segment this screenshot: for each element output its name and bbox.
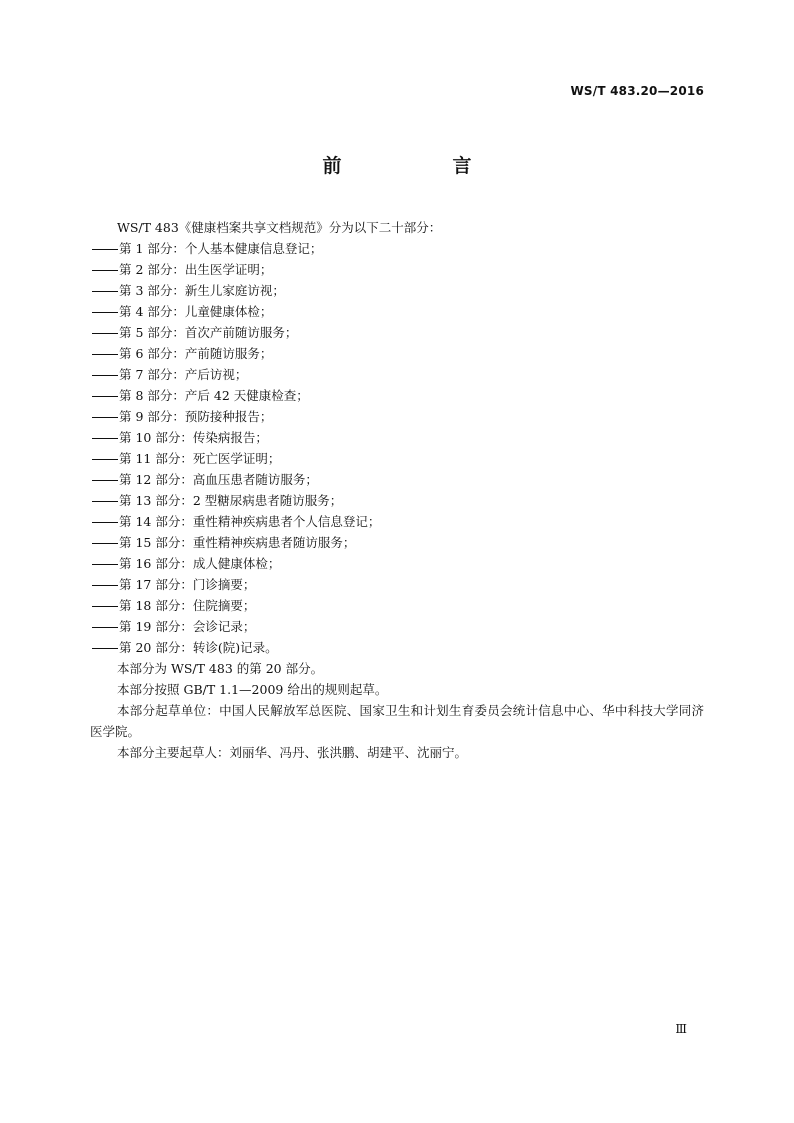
part-label: 第 9 部分：预防接种报告；	[119, 409, 273, 424]
part-list-item	[90, 343, 704, 364]
paragraph: 本部分按照 GB/T 1.1—2009 给出的规则起草。	[117, 682, 388, 697]
part-label: 第 1 部分：个人基本健康信息登记；	[119, 241, 323, 256]
em-dash-bullet	[92, 396, 118, 398]
part-label: 第 4 部分：儿童健康体检；	[119, 304, 273, 319]
part-label: 第 12 部分：高血压患者随访服务；	[119, 472, 318, 487]
part-label: 第 10 部分：传染病报告；	[119, 430, 268, 445]
part-list-item	[90, 259, 704, 280]
intro-line: WS/T 483《健康档案共享文档规范》分为以下二十部分：	[117, 220, 442, 235]
em-dash-bullet	[92, 270, 118, 272]
em-dash-bullet	[92, 375, 118, 377]
parts-list	[90, 238, 704, 658]
page-number: Ⅲ	[675, 1022, 687, 1036]
em-dash-bullet	[92, 564, 118, 566]
part-list-item	[90, 427, 704, 448]
part-list-item	[90, 364, 704, 385]
part-list-item	[90, 532, 704, 553]
part-list-item	[90, 616, 704, 637]
paragraph: 本部分主要起草人：刘丽华、冯丹、张洪鹏、胡建平、沈丽宁。	[117, 745, 468, 760]
em-dash-bullet	[92, 333, 118, 335]
part-list-item	[90, 469, 704, 490]
part-label: 第 17 部分：门诊摘要；	[119, 577, 256, 592]
em-dash-bullet	[92, 312, 118, 314]
em-dash-bullet	[92, 585, 118, 587]
part-label: 第 2 部分：出生医学证明；	[119, 262, 273, 277]
part-list-item	[90, 595, 704, 616]
part-label: 第 14 部分：重性精神疾病患者个人信息登记；	[119, 514, 381, 529]
em-dash-bullet	[92, 291, 118, 293]
em-dash-bullet	[92, 522, 118, 524]
part-list-item	[90, 280, 704, 301]
part-list-item	[90, 574, 704, 595]
em-dash-bullet	[92, 459, 118, 461]
part-list-item	[90, 301, 704, 322]
part-label: 第 6 部分：产前随访服务；	[119, 346, 273, 361]
part-label: 第 5 部分：首次产前随访服务；	[119, 325, 298, 340]
part-list-item	[90, 322, 704, 343]
part-list-item	[90, 637, 704, 658]
part-list-item	[90, 385, 704, 406]
part-label: 第 3 部分：新生儿家庭访视；	[119, 283, 285, 298]
em-dash-bullet	[92, 543, 118, 545]
em-dash-bullet	[92, 627, 118, 629]
em-dash-bullet	[92, 480, 118, 482]
part-label: 第 8 部分：产后 42 天健康检查；	[119, 388, 309, 403]
part-label: 第 13 部分：2 型糖尿病患者随访服务；	[119, 493, 343, 508]
part-list-item	[90, 553, 704, 574]
em-dash-bullet	[92, 417, 118, 419]
part-list-item	[90, 511, 704, 532]
part-label: 第 19 部分：会诊记录；	[119, 619, 256, 634]
part-label: 第 11 部分：死亡医学证明；	[119, 451, 281, 466]
part-list-item	[90, 490, 704, 511]
part-label: 第 20 部分：转诊(院)记录。	[119, 640, 278, 655]
em-dash-bullet	[92, 501, 118, 503]
part-list-item	[90, 448, 704, 469]
document-body	[90, 217, 704, 763]
em-dash-bullet	[92, 438, 118, 440]
part-label: 第 16 部分：成人健康体检；	[119, 556, 281, 571]
part-list-item	[90, 238, 704, 259]
paragraph: 本部分起草单位：中国人民解放军总医院、国家卫生和计划生育委员会统计信息中心、华中科技大学同济医学院。	[90, 703, 704, 739]
em-dash-bullet	[92, 648, 118, 650]
em-dash-bullet	[92, 354, 118, 356]
em-dash-bullet	[92, 249, 118, 251]
part-list-item	[90, 406, 704, 427]
em-dash-bullet	[92, 606, 118, 608]
part-label: 第 15 部分：重性精神疾病患者随访服务；	[119, 535, 356, 550]
part-label: 第 7 部分：产后访视；	[119, 367, 248, 382]
paragraph: 本部分为 WS/T 483 的第 20 部分。	[117, 661, 324, 676]
standard-code: WS/T 483.20—2016	[570, 84, 704, 98]
page-title: 前 言	[322, 155, 518, 177]
part-label: 第 18 部分：住院摘要；	[119, 598, 256, 613]
